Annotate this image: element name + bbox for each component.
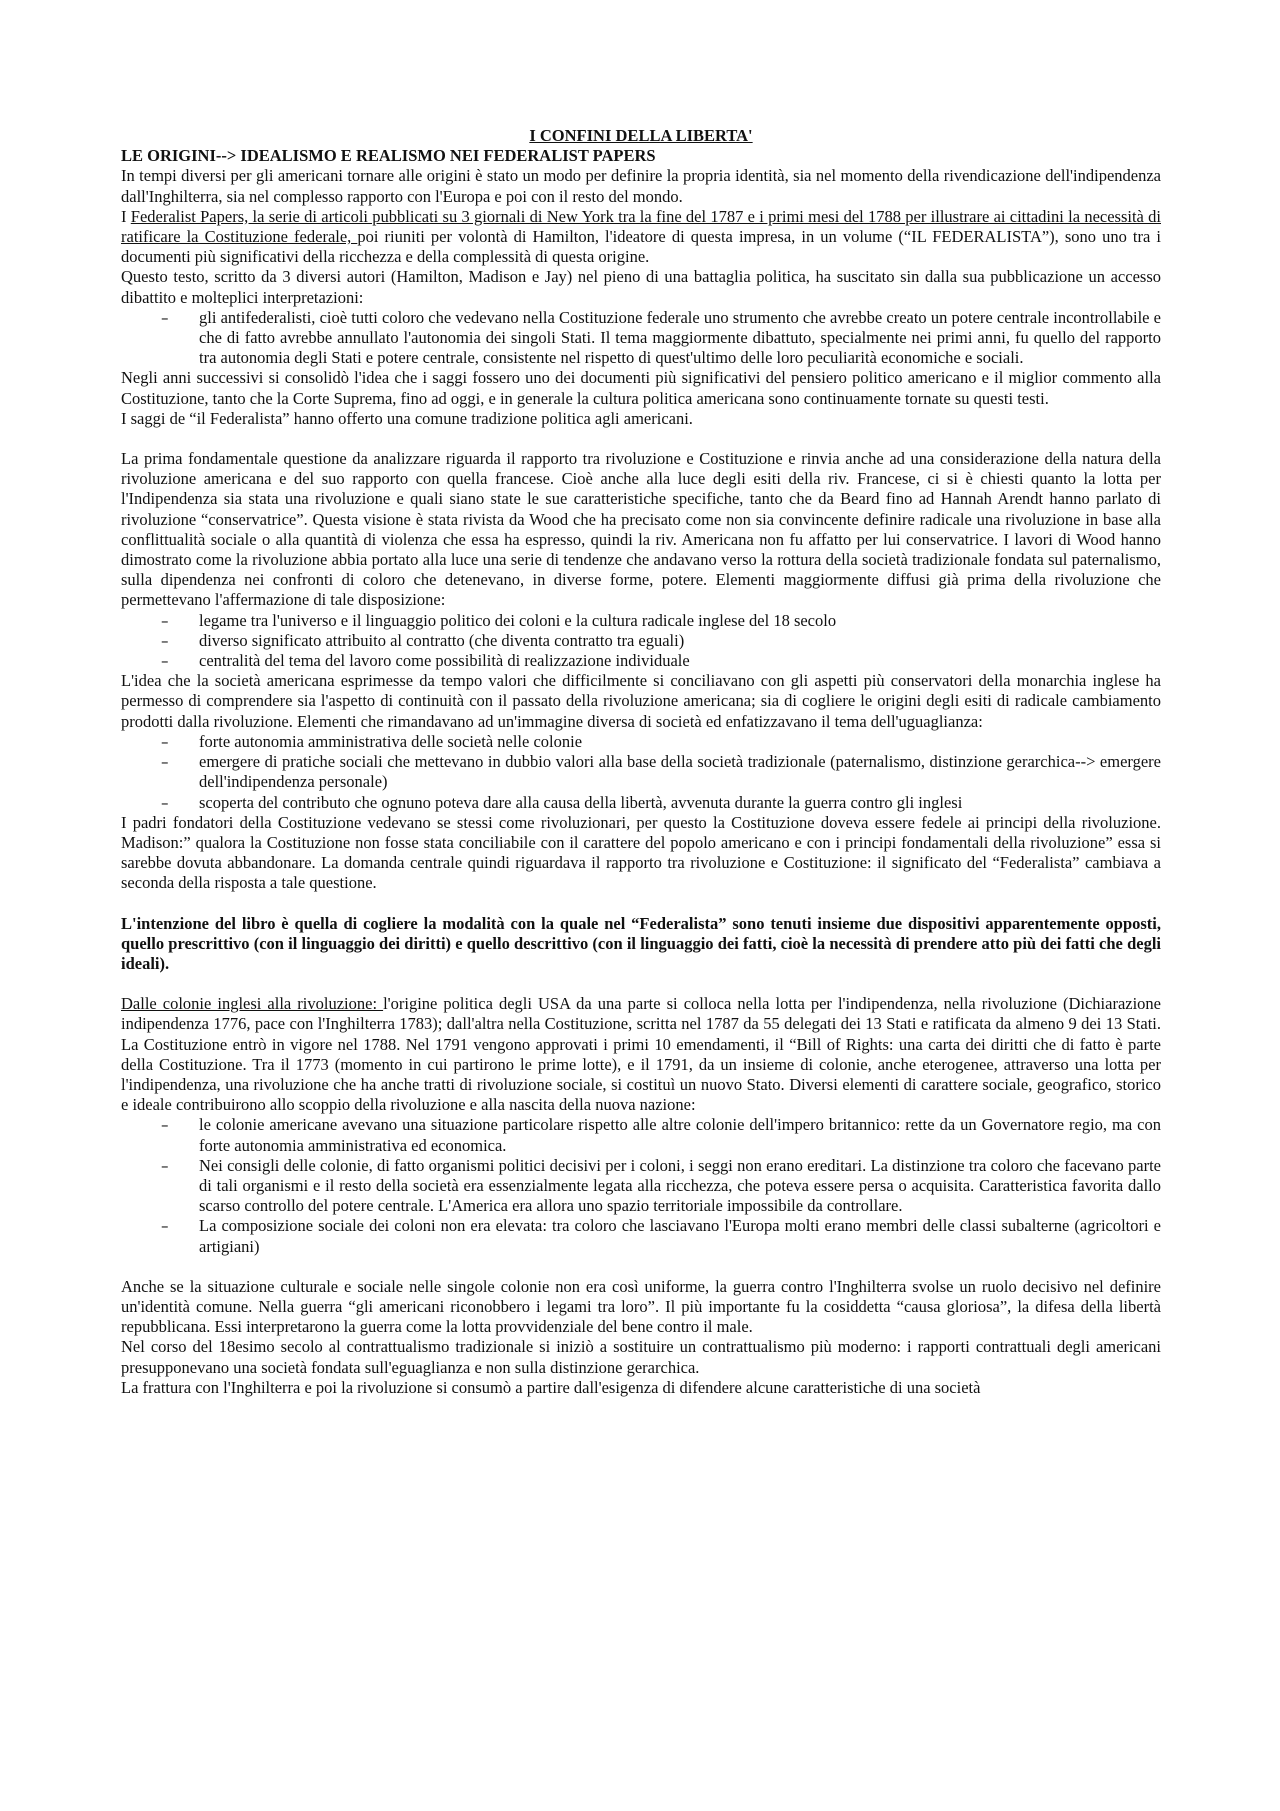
underlined-subheading: Dalle colonie inglesi alla rivoluzione: [121,994,384,1014]
dash-bullet: – [161,1156,169,1175]
paragraph-war: Anche se la situazione culturale e sociale nelle singole colonie non era così uniforme, la guerra contro l'Inghilterra svolse un ruolo decisivo nel definire un'identità comune. Nella guerra “gli americani riconobbero i legami tra loro”. Il più importante fu la cosiddetta “causa gloriosa”, la difesa della libertà repubblicana. Essi interpretarono la guerra come la lotta provvidenziale del bene contro il male. [121,1276,1161,1337]
list-item: – scoperta del contributo che ognuno poteva dare alla causa della libertà, avvenuta durante la guerra contro gli inglesi [161,792,963,812]
paragraph-lead: I [121,206,131,226]
paragraph-consolidation: Negli anni successivi si consolidò l'idea che i saggi fossero uno dei documenti più significativi del pensiero politico americano e il miglior commento alla Costituzione, tanto che la Corte Suprema, fino ad oggi, e in generale la cultura politica americana sono continuamente tornate su questi testi. [121,368,1161,408]
blank-line [121,974,1161,994]
document-title: I CONFINI DELLA LIBERTA' [529,126,753,145]
blank-line [121,429,1161,449]
paragraph-federalist-papers [121,207,1161,268]
paragraph-revolution: La prima fondamentale questione da analizzare riguarda il rapporto tra rivoluzione e Costituzione e rinvia anche ad una considerazione della natura della rivoluzione americana e del suo rapporto con quella francese. Cioè anche alla luce degli esiti della riv. Francese, ci si è chiesti quanto la lotta per l'Indipendenza sia stata una rivoluzione e quali siano state le sue caratteristiche specifiche, tanto che da Beard fino ad Hannah Arendt hanno parlato di rivoluzione “conservatrice”. Questa visione è stata rivista da Wood che ha precisato come non sia convincente definire radicale una rivoluzione in base alla conflittualità sociale o alla quantità di violenza che essa ha espresso, quindi la riv. Americana non fu affatto per lui conservatrice. I lavori di Wood hanno dimostrato come la rivoluzione abbia portato alla luce una serie di tendenze che andavano verso la rottura della società tradizionale fondata sul paternalismo, sulla dipendenza nei confronti di coloro che detenevano, in diverse forme, potere. Elementi maggiormente diffusi già prima della rivoluzione che permettevano l'affermazione di tale disposizione: [121,449,1161,610]
list-antifederalists [121,308,1161,369]
list-item: – emergere di pratiche sociali che mettevano in dubbio valori alla base della società tradizionale (paternalismo, distinzione gerarchica--> emergere dell'indipendenza personale) [161,752,1161,792]
dash-bullet: – [161,793,169,812]
dash-bullet: – [161,308,169,327]
section-heading: LE ORIGINI--> IDEALISMO E REALISMO NEI FEDERALIST PAPERS [121,146,656,166]
list-equality [121,732,1161,813]
list-colonies [121,1115,1161,1256]
list-item: – gli antifederalisti, cioè tutti coloro che vedevano nella Costituzione federale uno strumento che avrebbe creato un potere centrale incontrollabile e che di fatto avrebbe annullato l'autonomia dei singoli Stati. Il tema maggiormente dibattuto, specialmente nei primi anni, fu quello del rapporto tra autonomia degli Stati e potere centrale, consistente nel rispetto di quest'ultimo delle loro peculiarità economiche e sociali. [161,307,1161,368]
dash-bullet: – [161,1217,169,1236]
dash-bullet: – [161,753,169,772]
paragraph-tradition: I saggi de “il Federalista” hanno offerto una comune tradizione politica agli americani. [121,408,693,428]
list-item: – forte autonomia amministrativa delle società nelle colonie [161,731,583,751]
blank-line [121,1257,1161,1277]
paragraph-rest: poi riuniti per volontà di Hamilton, l'ideatore di questa impresa, in un volume (“IL FEDERALISTA”), sono uno tra i documenti più significativi della ricchezza e della complessità di questa origine. [121,227,1161,267]
document-page [121,126,1161,1398]
list-item: – le colonie americane avevano una situazione particolare rispetto alle altre colonie dell'impero britannico: rette da un Governatore regio, ma con forte autonomia amministrativa ed economica. [161,1115,1161,1155]
paragraph-intro: In tempi diversi per gli americani tornare alle origini è stato un modo per definire la propria identità, sia nel momento della rivendicazione dell'indipendenza dall'Inghilterra, sia nel complesso rapporto con l'Europa e poi con il resto del mondo. [121,166,1161,206]
list-item: – legame tra l'universo e il linguaggio politico dei coloni e la cultura radicale inglese del 18 secolo [161,610,837,630]
paragraph-founders: I padri fondatori della Costituzione vedevano se stessi come rivoluzionari, per questo la Costituzione doveva essere fedele ai principi della rivoluzione. Madison:” qualora la Costituzione non fosse stata conciliabile con il carattere del popolo americano e con i principi fondamentali della rivoluzione” essa si sarebbe dovuta abbandonare. La domanda centrale quindi riguardava il rapporto tra rivoluzione e Costituzione: il significato del “Federalista” cambiava a seconda della risposta a tale questione. [121,812,1161,893]
dash-bullet: – [161,631,169,650]
paragraph-society: L'idea che la società americana esprimesse da tempo valori che difficilmente si conciliavano con gli aspetti più conservatori della monarchia inglese ha permesso di comprendere sia l'aspetto di continuità con il passato della rivoluzione americana; sia di cogliere le origini degli esiti di radicale cambiamento prodotti dalla rivoluzione. Elementi che rimandavano ad un'immagine diversa di società ed enfatizzavano il tema dell'uguaglianza: [121,671,1161,731]
paragraph-authors: Questo testo, scritto da 3 diversi autori (Hamilton, Madison e Jay) nel pieno di una battaglia politica, ha suscitato sin dalla sua pubblicazione un accesso dibattito e molteplici interpretazioni: [121,267,1161,307]
blank-line [121,894,1161,914]
dash-bullet: – [161,732,169,751]
paragraph-book-intention: L'intenzione del libro è quella di cogliere la modalità con la quale nel “Federalista” sono tenuti insieme due dispositivi apparentemente opposti, quello prescrittivo (con il linguaggio dei diritti) e quello descrittivo (con il linguaggio dei fatti, cioè la necessità di prendere atto più dei fatti che degli ideali). [121,913,1161,973]
paragraph-colonies: Dalle colonie inglesi alla rivoluzione: l'origine politica degli USA da una parte si colloca nella lotta per l'indipendenza, nella rivoluzione (Dichiarazione indipendenza 1776, pace con l'Inghilterra 1783); dall'altra nella Costituzione, scritta nel 1787 da 55 delegati dei 13 Stati e ratificata da almeno 9 dei 13 Stati. La Costituzione entrò in vigore nel 1788. Nel 1791 vengono approvati i primi 10 emendamenti, il “Bill of Rights: una carta dei diritti che di fatto è parte della Costituzione. Tra il 1773 (momento in cui partirono le prime lotte), e il 1791, da un insieme di colonie, anche eterogenee, attraverso una lotta per l'indipendenza, una rivoluzione che ha anche tratti di rivoluzione sociale, si costituì un nuovo Stato. Diversi elementi di carattere sociale, geografico, storico e ideale contribuirono allo scoppio della rivoluzione e alla nascita della nuova nazione: [121,994,1161,1115]
dash-bullet: – [161,652,169,671]
list-item: – centralità del tema del lavoro come possibilità di realizzazione individuale [161,651,690,671]
paragraph-fracture: La frattura con l'Inghilterra e poi la rivoluzione si consumò a partire dall'esigenza di difendere alcune caratteristiche di una società [121,1377,981,1397]
paragraph-contractualism: Nel corso del 18esimo secolo al contrattualismo tradizionale si iniziò a sostituire un contrattualismo più moderno: i rapporti contrattuali degli americani presupponevano una società fondata sull'eguaglianza e non sulla distinzione gerarchica. [121,1337,1161,1377]
list-elements [121,611,1161,672]
underlined-definition: Federalist Papers, la serie di articoli pubblicati su 3 giornali di New York tra la fine del 1787 e i primi mesi del 1788 per illustrare ai cittadini la necessità di ratificare la Costituzione federale, [121,206,1161,247]
dash-bullet: – [161,611,169,630]
list-item: – diverso significato attribuito al contratto (che diventa contratto tra eguali) [161,630,685,650]
list-item: – La composizione sociale dei coloni non era elevata: tra coloro che lasciavano l'Europa molti erano membri delle classi subalterne (agricoltori e artigiani) [161,1216,1161,1256]
list-item: – Nei consigli delle colonie, di fatto organismi politici decisivi per i coloni, i seggi non erano ereditari. La distinzione tra coloro che facevano parte di tali organismi e il resto della società era essenzialmente legata alla ricchezza, che poteva essere persa o acquisita. Caratteristica favorita dallo scarso controllo del potere centrale. L'America era allora uno spazio territoriale impossibile da controllare. [161,1155,1161,1216]
dash-bullet: – [161,1116,169,1135]
